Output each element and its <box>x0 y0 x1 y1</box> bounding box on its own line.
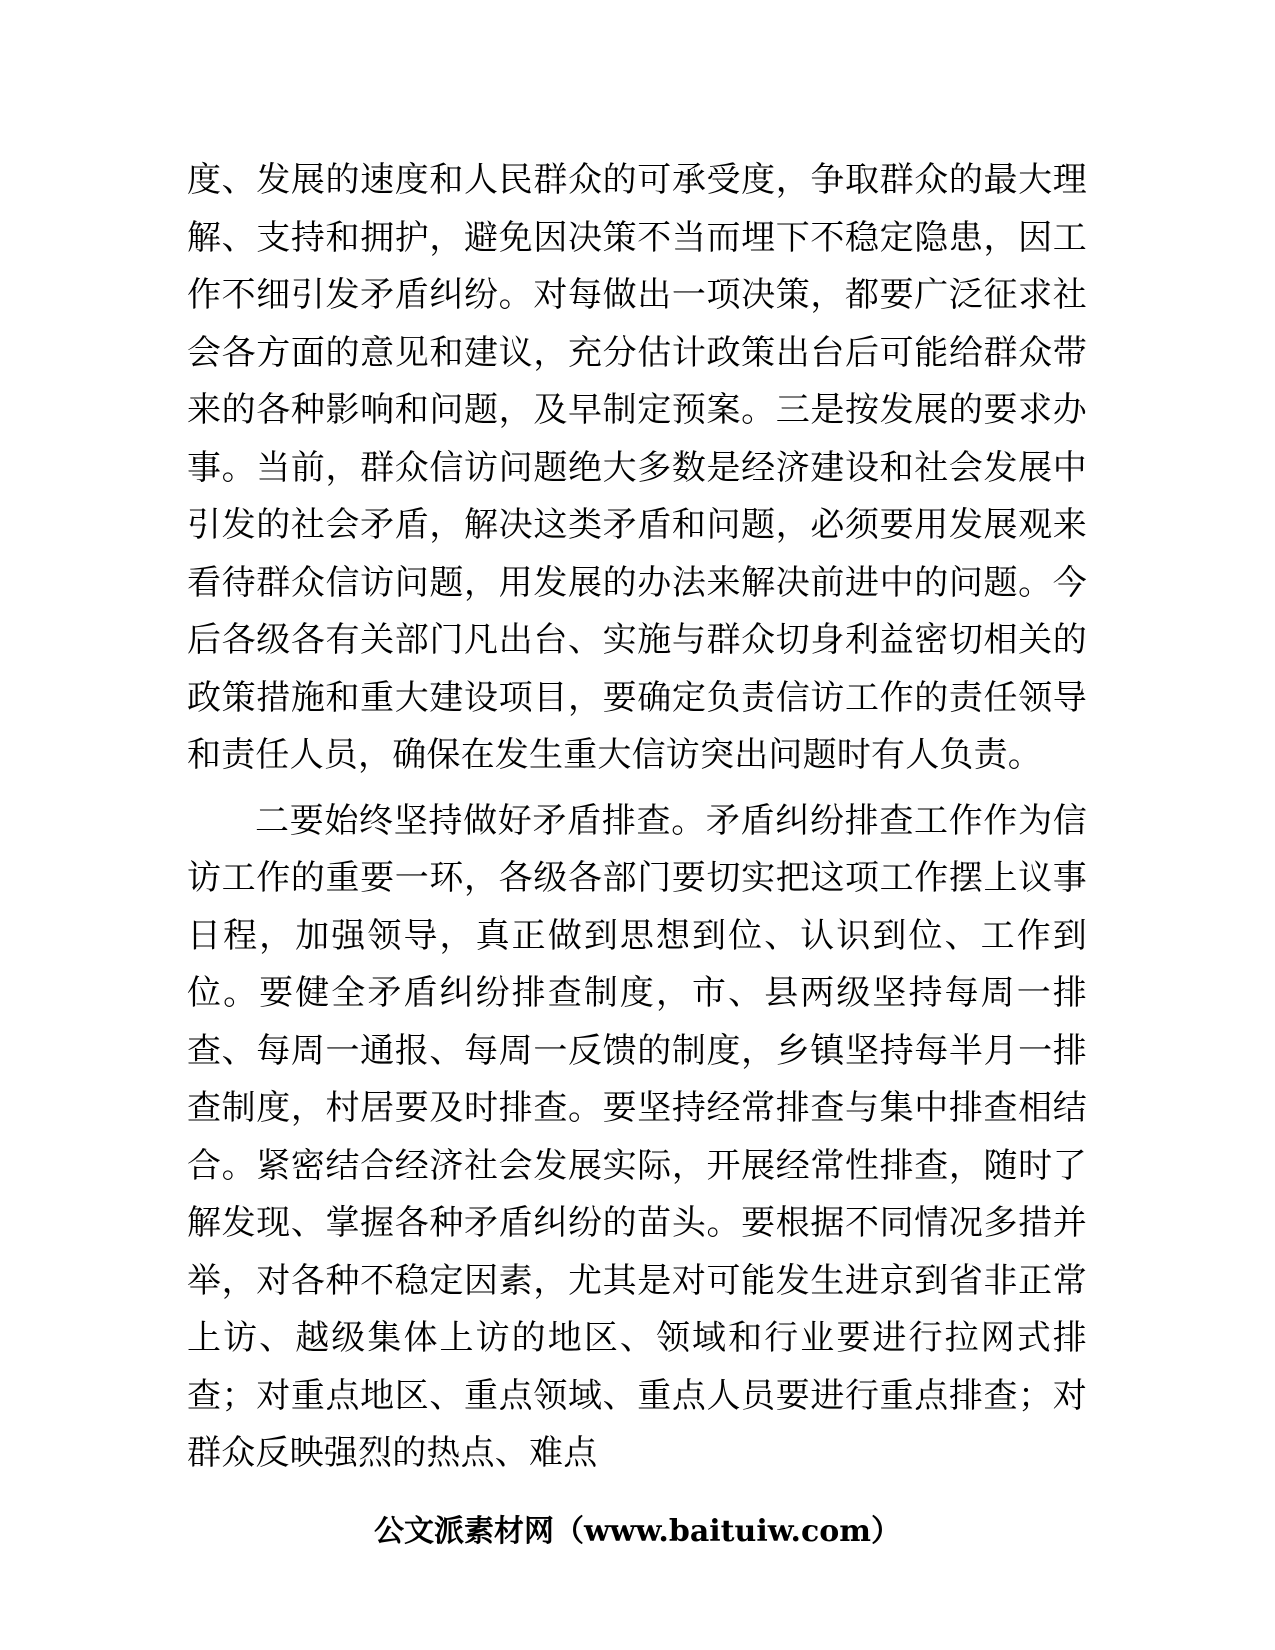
paragraph-second: 二要始终坚持做好矛盾排查。矛盾纠纷排查工作作为信访工作的重要一环，各级各部门要切实把这项工作摆上议事日程，加强领导，真正做到思想到位、认识到位、工作到位。要健全矛盾纠纷排查制度，市、县两级坚持每周一排查、每周一通报、每周一反馈的制度，乡镇坚持每半月一排查制度，村居要及时排查。要坚持经常排查与集中排查相结合。紧密结合经济社会发展实际，开展经常性排查，随时了解发现、掌握各种矛盾纠纷的苗头。要根据不同情况多措并举，对各种不稳定因素，尤其是对可能发生进京到省非正常上访、越级集体上访的地区、领域和行业要进行拉网式排查；对重点地区、重点领域、重点人员要进行重点排查；对群众反映强烈的热点、难点 <box>187 800 1087 1473</box>
footer-watermark: 公文派素材网（www.baituiw.com） <box>373 1514 902 1549</box>
body-text <box>187 152 1087 1483</box>
paragraph-continuation: 度、发展的速度和人民群众的可承受度，争取群众的最大理解、支持和拥护，避免因决策不当而埋下不稳定隐患，因工作不细引发矛盾纠纷。对每做出一项决策，都要广泛征求社会各方面的意见和建议，充分估计政策出台后可能给群众带来的各种影响和问题，及早制定预案。三是按发展的要求办事。当前，群众信访问题绝大多数是经济建设和社会发展中引发的社会矛盾，解决这类矛盾和问题，必须要用发展观来看待群众信访问题，用发展的办法来解决前进中的问题。今后各级各有关部门凡出台、实施与群众切身利益密切相关的政策措施和重大建设项目，要确定负责信访工作的责任领导和责任人员，确保在发生重大信访突出问题时有人负责。 <box>187 160 1087 775</box>
